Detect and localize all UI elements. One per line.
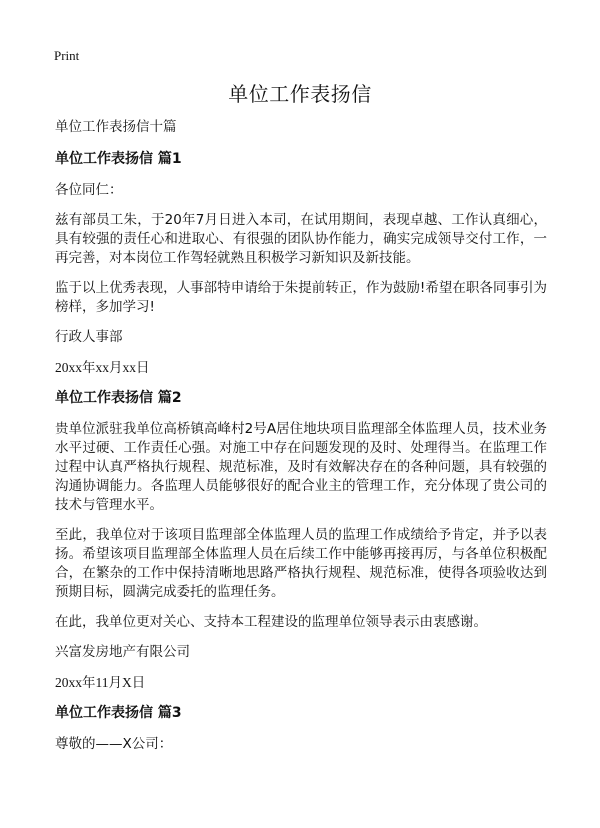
- section-1-paragraph-2: 监于以上优秀表现，人事部特申请给于朱提前转正，作为鼓励!希望在职各同事引为榜样，多加学习!: [55, 280, 547, 315]
- section-1-signature: 行政人事部: [55, 329, 123, 345]
- print-link[interactable]: Print: [54, 48, 80, 63]
- section-1-date: 20xx年xx月xx日: [55, 360, 150, 375]
- section-2-paragraph-2: 至此，我单位对于该项目监理部全体监理人员的监理工作成绩给予肯定，并予以表扬。希望该项目监理部全体监理人员在后续工作中能够再接再厉，与各单位积极配合，在繁杂的工作中保持清晰地思路严格执行规程、规范标准，使得各项验收达到预期目标，圆满完成委托的监理任务。: [55, 527, 547, 600]
- section-2-paragraph-1: 贵单位派驻我单位高桥镇高峰村2号A居住地块项目监理部全体监理人员，技术业务水平过硬、工作责任心强。对施工中存在问题发现的及时、处理得当。在监理工作过程中认真严格执行规程、规范标准，及时有效解决存在的各种问题，具有较强的沟通协调能力。各监理人员能够很好的配合业主的管理工作，充分体现了贵公司的技术与管理水平。: [55, 421, 547, 513]
- section-3-greeting: 尊敬的——X公司：: [55, 736, 173, 752]
- section-2-date: 20xx年11月X日: [55, 675, 146, 690]
- section-1-greeting: 各位同仁：: [55, 182, 123, 198]
- section-heading-3: 单位工作表扬信 篇3: [55, 705, 182, 721]
- page-title: 单位工作表扬信: [228, 82, 372, 106]
- document-subtitle: 单位工作表扬信十篇: [55, 119, 177, 135]
- document-body: [55, 118, 547, 765]
- section-2-signature: 兴富发房地产有限公司: [55, 644, 190, 660]
- section-2-paragraph-3: 在此，我单位更对关心、支持本工程建设的监理单位领导表示由衷感谢。: [55, 614, 487, 630]
- section-heading-1: 单位工作表扬信 篇1: [55, 151, 182, 167]
- section-heading-2: 单位工作表扬信 篇2: [55, 390, 182, 406]
- section-1-paragraph-1: 兹有部员工朱，于20年7月日进入本司，在试用期间，表现卓越、工作认真细心，具有较强的责任心和进取心、有很强的团队协作能力，确实完成领导交付工作，一再完善，对本岗位工作驾轻就熟且积极学习新知识及新技能。: [55, 212, 547, 266]
